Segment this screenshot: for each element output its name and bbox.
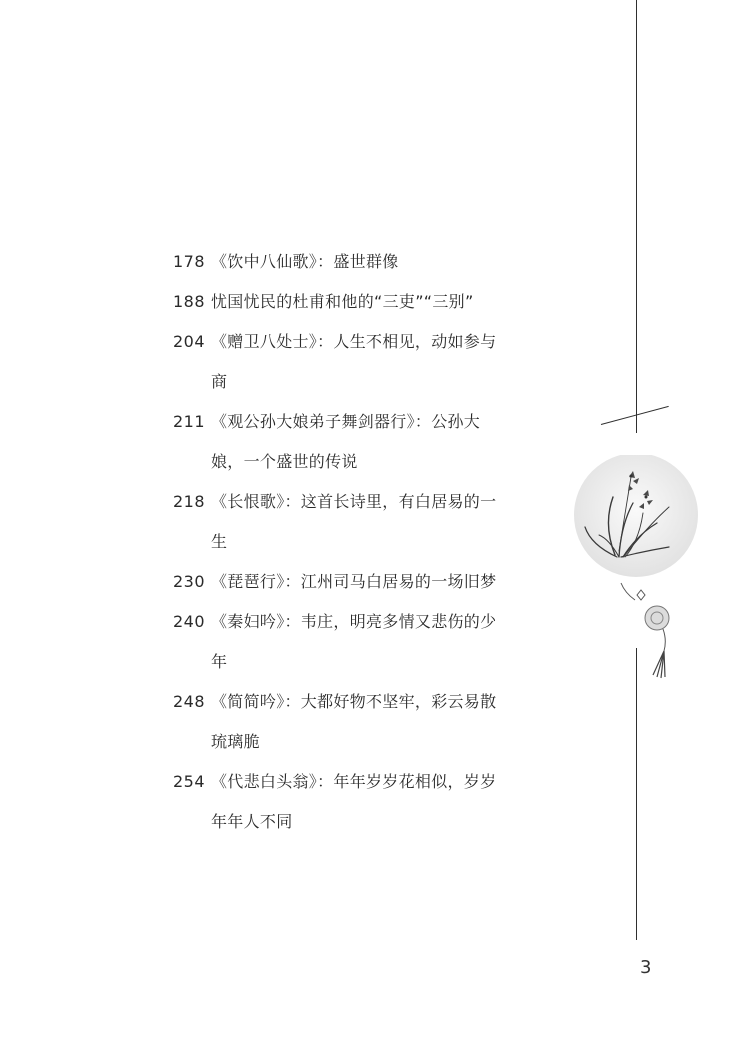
toc-page-number: 230 — [173, 572, 206, 591]
orchid-medallion-icon — [573, 455, 713, 694]
toc-page-number: 204 — [173, 332, 206, 351]
toc-title: 《代悲白头翁》：年年岁岁花相似，岁岁年年人不同 — [211, 772, 497, 831]
toc-title: 《饮中八仙歌》：盛世群像 — [211, 252, 399, 271]
toc-title: 《简简吟》：大都好物不坚牢，彩云易散琉璃脆 — [211, 692, 497, 751]
toc-entry[interactable] — [173, 402, 503, 482]
toc-entry[interactable] — [173, 322, 503, 402]
table-of-contents — [173, 242, 503, 842]
toc-entry[interactable] — [173, 762, 503, 842]
toc-entry[interactable] — [173, 562, 503, 602]
toc-page-number: 178 — [173, 252, 206, 271]
page-folio: 3 — [640, 957, 652, 978]
toc-entry[interactable] — [173, 482, 503, 562]
toc-title: 《秦妇吟》：韦庄，明亮多情又悲伤的少年 — [211, 612, 497, 671]
toc-title: 《观公孙大娘弟子舞剑器行》：公孙大娘，一个盛世的传说 — [211, 412, 481, 471]
toc-title: 《长恨歌》：这首长诗里，有白居易的一生 — [211, 492, 497, 551]
toc-page-number: 218 — [173, 492, 206, 511]
top-vertical-rule — [636, 0, 637, 433]
toc-page-number: 211 — [173, 412, 206, 431]
toc-entry[interactable] — [173, 242, 503, 282]
toc-title: 《琵琶行》：江州司马白居易的一场旧梦 — [211, 572, 497, 591]
toc-page-number: 188 — [173, 292, 206, 311]
toc-entry[interactable] — [173, 602, 503, 682]
toc-page-number: 240 — [173, 612, 206, 631]
toc-entry[interactable] — [173, 282, 503, 322]
toc-page-number: 248 — [173, 692, 206, 711]
toc-page-number: 254 — [173, 772, 206, 791]
toc-title: 忧国忧民的杜甫和他的“三吏”“三别” — [211, 292, 474, 311]
toc-entry[interactable] — [173, 682, 503, 762]
diagonal-rule — [601, 406, 669, 425]
toc-title: 《赠卫八处士》：人生不相见，动如参与商 — [211, 332, 497, 391]
